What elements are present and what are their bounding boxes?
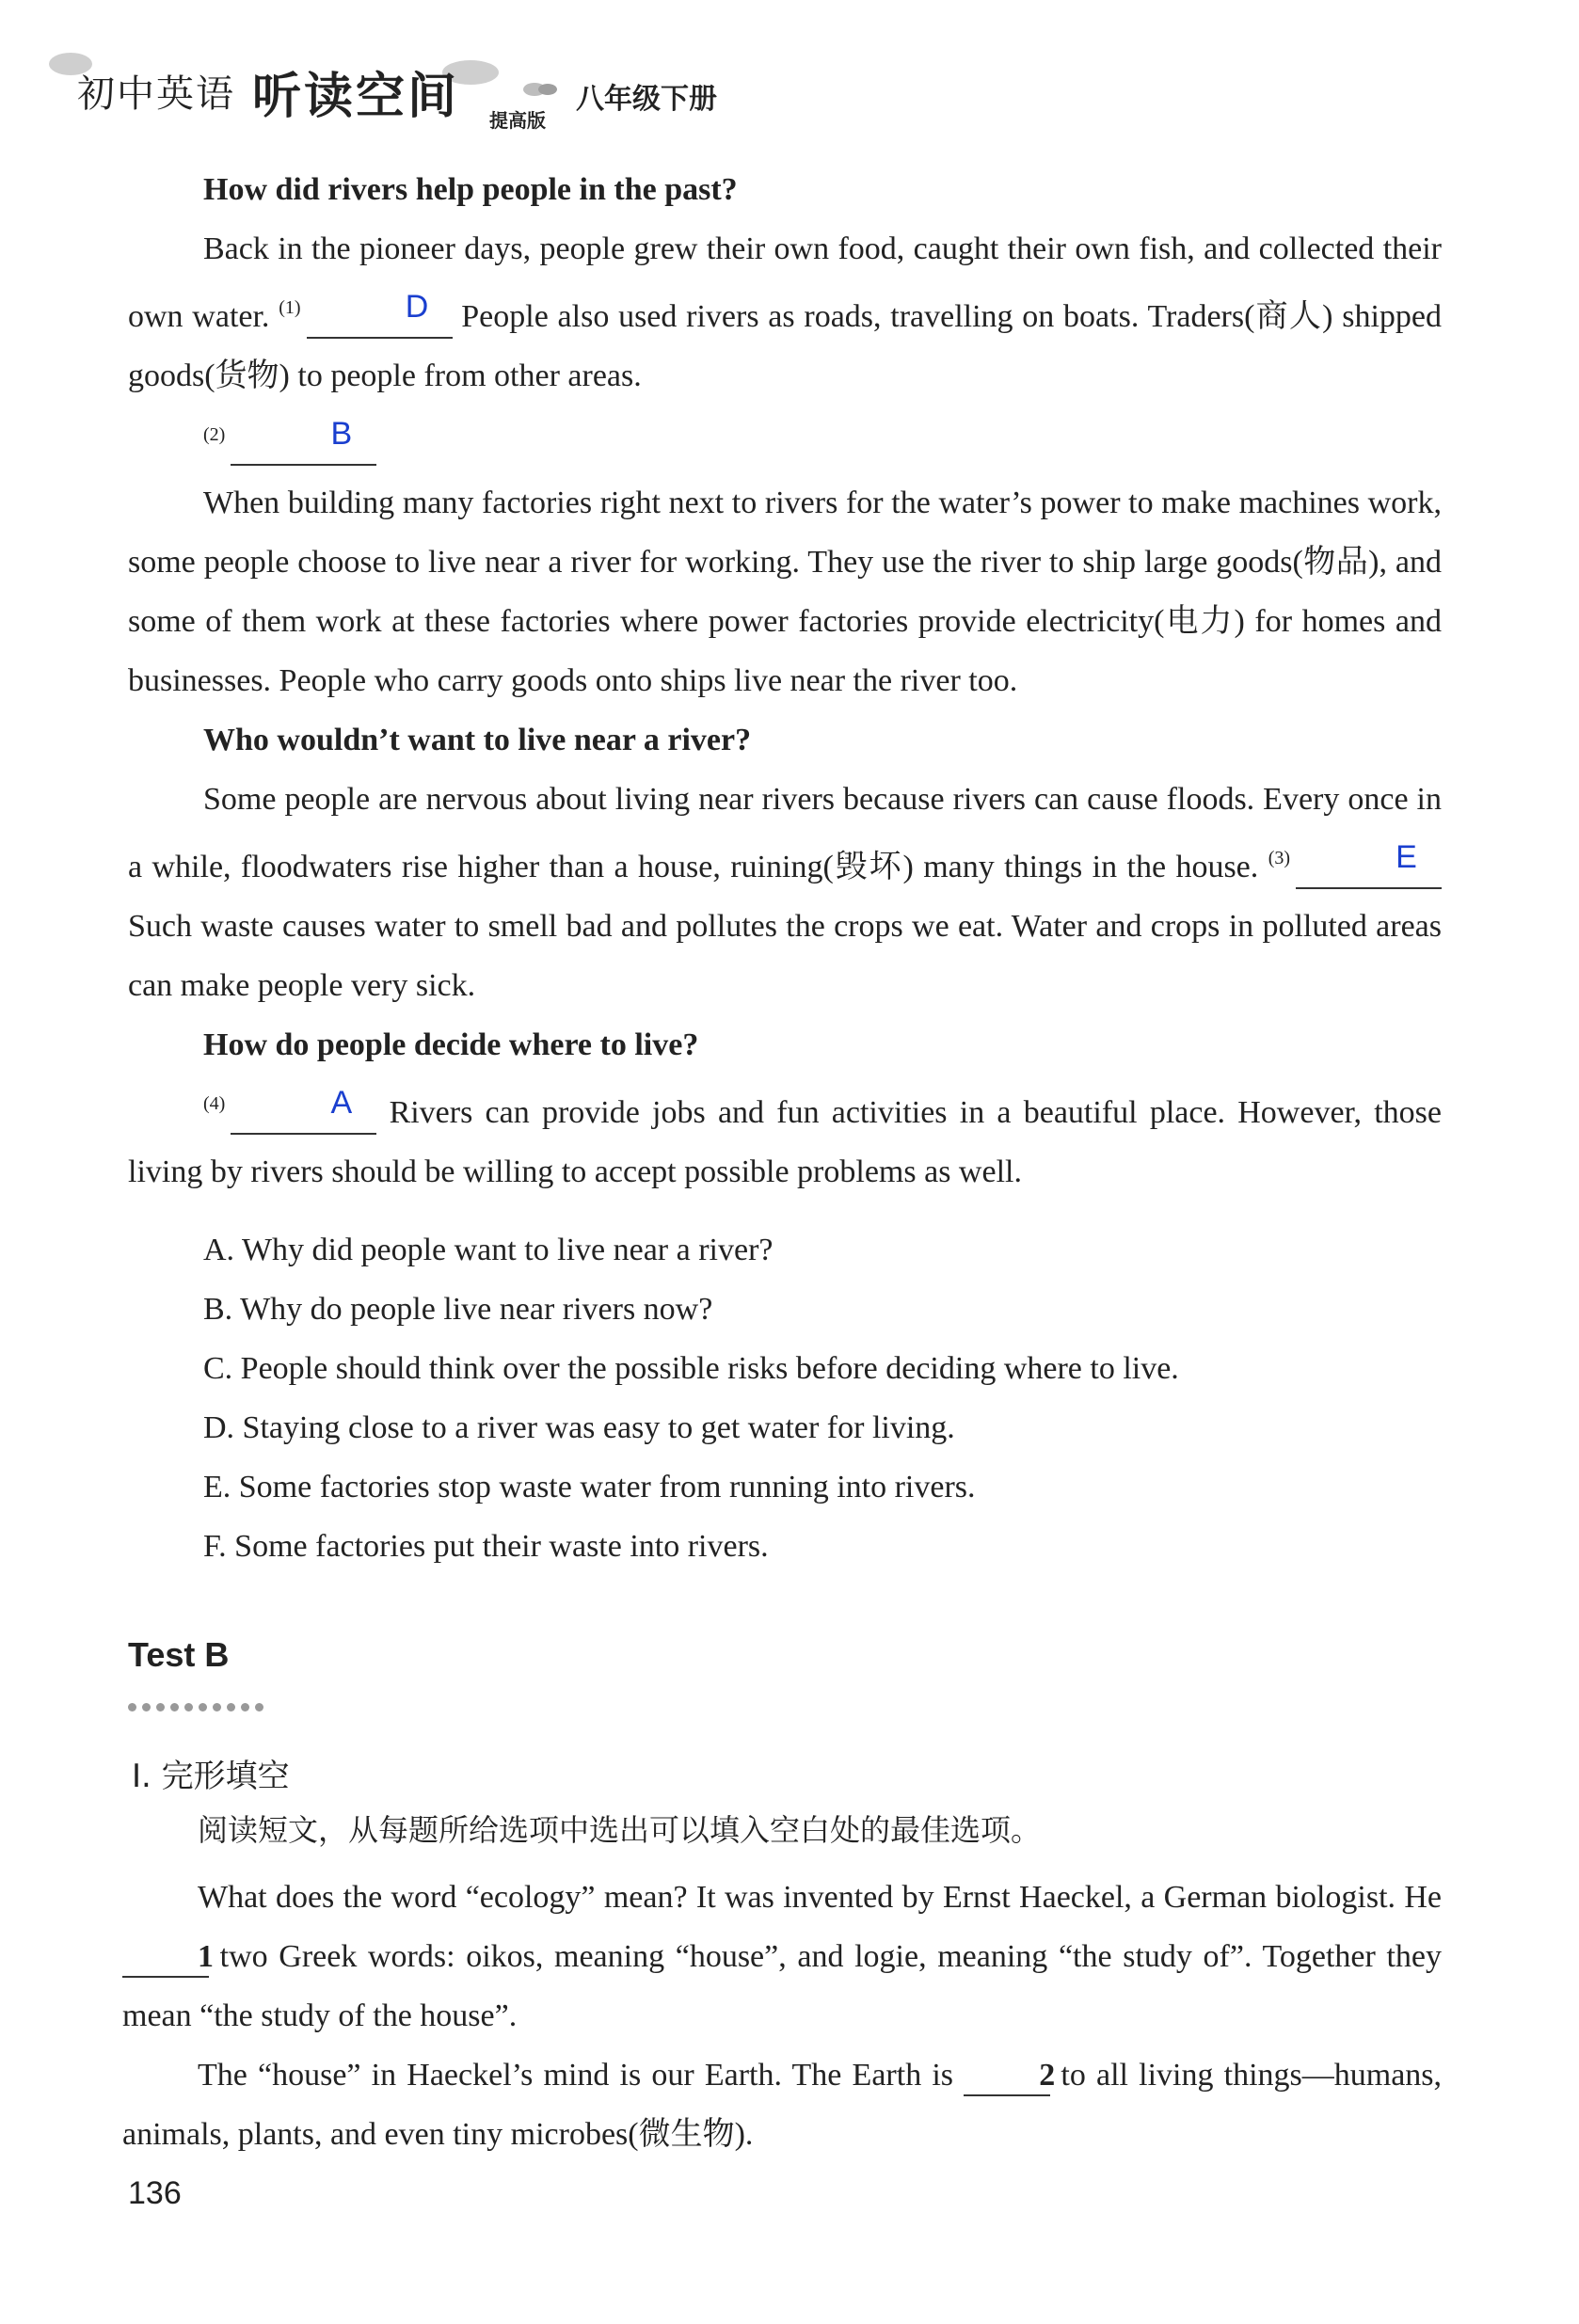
section-heading: Who wouldn’t want to live near a river? <box>203 723 752 757</box>
option-item: A. Why did people want to live near a river? <box>203 1233 774 1267</box>
paragraph-text: Rivers can provide jobs and fun activities in a beautiful place. However, those living by rivers should be willing to accept possible problems as well. <box>128 1095 1442 1189</box>
paragraph-text: two Greek words: oikos, meaning “house”, and logie, meaning “the study of”. Together they mean “the study of the house”. <box>122 1939 1443 2033</box>
book-brand: 听读空间 <box>252 69 460 125</box>
paragraph-text: Back in the pioneer days, people grew their own food, caught their own fish, and collected their own water. <box>128 231 1442 334</box>
paragraph: When building many factories right next to rivers for the water’s power to make machines work, some people choose to live near a river for working. They use the river to ship large goods(物品), and some of them work at these factories where power factories provide electricity(电力) for homes and businesses. People who carry goods onto ships live near the river too. <box>128 485 1442 698</box>
cloze-section-title: I. 完形填空 <box>132 1758 290 1795</box>
paragraph-text: to all living things—humans, animals, plants, and even tiny microbes(微生物). <box>122 2058 1443 2152</box>
cloze-passage <box>122 1868 1442 2164</box>
paragraph <box>122 1868 1442 2045</box>
dotted-divider <box>128 1699 269 1716</box>
answer-text: A <box>330 1085 353 1121</box>
paragraph <box>122 2045 1442 2164</box>
option-item: E. Some factories stop waste water from running into rivers. <box>203 1470 976 1504</box>
section-heading: How did rivers help people in the past? <box>203 172 738 207</box>
test-b-title: Test B <box>128 1635 230 1674</box>
paragraph-text: People also used rivers as roads, travelling on boats. Traders(商人) shipped goods(货物) to people from other areas. <box>128 299 1442 393</box>
answer-blank[interactable] <box>231 416 376 466</box>
answer-text: B <box>330 416 353 452</box>
paragraph <box>128 770 1442 1015</box>
reading-passage <box>128 160 1442 1576</box>
cloze-blank[interactable]: 1 <box>122 1938 209 1978</box>
question-number: (1) <box>279 297 301 318</box>
book-edition: 提高版 <box>489 109 546 132</box>
paragraph-text: Some people are nervous about living near rivers because rivers can cause floods. Every once in a while, floodwaters rise higher than a house, ruining(毁坏) many things in the house. <box>128 782 1442 884</box>
section-heading: How do people decide where to live? <box>203 1027 699 1062</box>
option-item: B. Why do people live near rivers now? <box>203 1292 713 1327</box>
leaf-icon <box>521 79 559 100</box>
answer-blank[interactable] <box>307 289 453 339</box>
answer-text: E <box>1396 839 1417 875</box>
answer-blank[interactable] <box>231 1085 376 1135</box>
paragraph <box>128 219 1442 406</box>
question-number: (2) <box>203 424 226 445</box>
cloze-blank[interactable]: 2 <box>964 2057 1050 2096</box>
question-number: (4) <box>203 1093 226 1114</box>
options-list <box>128 1220 1442 1576</box>
option-item: D. Staying close to a river was easy to get water for living. <box>203 1410 955 1445</box>
paragraph <box>128 406 1442 473</box>
paragraph-text: What does the word “ecology” mean? It was invented by Ernst Haeckel, a German biologist. He <box>198 1880 1442 1915</box>
paragraph-text: The “house” in Haeckel’s mind is our Earth. The Earth is <box>198 2058 954 2093</box>
book-grade: 八年级下册 <box>576 83 717 116</box>
option-item: C. People should think over the possible risks before deciding where to live. <box>203 1351 1179 1386</box>
paragraph <box>128 1074 1442 1202</box>
page-header <box>0 0 1579 141</box>
page-number: 136 <box>128 2175 182 2211</box>
book-title: 初中英语 <box>77 72 235 116</box>
answer-blank[interactable] <box>1296 839 1442 889</box>
paragraph-text: Such waste causes water to smell bad and pollutes the crops we eat. Water and crops in polluted areas can make people very sick. <box>128 909 1442 1003</box>
cloze-instruction: 阅读短文，从每题所给选项中选出可以填入空白处的最佳选项。 <box>198 1812 1042 1848</box>
answer-text: D <box>405 289 429 325</box>
option-item: F. Some factories put their waste into rivers. <box>203 1529 769 1564</box>
question-number: (3) <box>1268 848 1291 868</box>
